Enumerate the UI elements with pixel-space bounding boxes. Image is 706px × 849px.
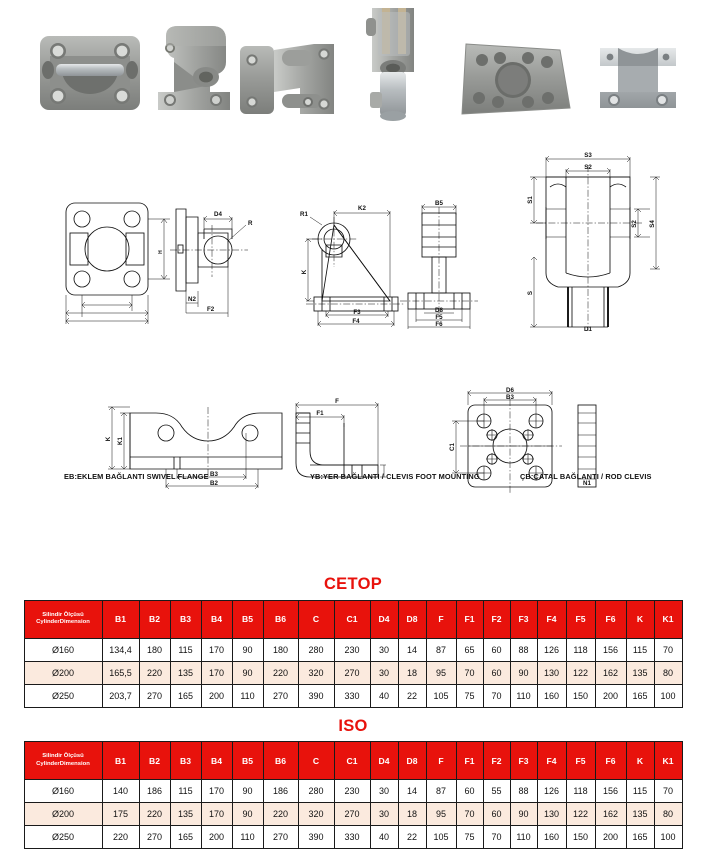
column-header-f1: F1 [456,742,483,780]
cb-caption: ÇB:ÇATAL BAĞLANTI / ROD CLEVIS [520,472,652,481]
hinged-bracket-photo [238,40,338,118]
cell-d4: 30 [370,638,398,661]
cell-f: 87 [426,780,456,803]
cell-k: 165 [626,826,654,849]
column-header-d4: D4 [370,600,398,638]
cell-b2: 220 [139,661,170,684]
column-header-b5: B5 [232,742,263,780]
column-header-c1: C1 [334,742,370,780]
cell-d4: 40 [370,684,398,707]
table-header-row [24,742,682,780]
cell-d8: 18 [398,803,426,826]
cell-b6: 270 [263,826,298,849]
cell-f6: 200 [595,684,626,707]
column-header-f4: F4 [537,600,566,638]
column-header-f2: F2 [483,600,510,638]
cell-f6: 162 [595,803,626,826]
column-header-b6: B6 [263,742,298,780]
eb-label-n2: N2 [188,296,196,303]
fb-flange-mounting-drawing [444,383,609,493]
cell-f4: 160 [537,826,566,849]
cell-b6: 220 [263,803,298,826]
eb-caption: EB:EKLEM BAĞLANTI SWIVEL FLANGE [64,472,209,481]
column-header-b5: B5 [232,600,263,638]
table-title-cetop: CETOP [323,575,383,593]
yb-clevis-foot-drawing [292,197,492,329]
ab-foot-mounting-drawing [96,393,386,491]
ab-label-b2: B2 [210,480,218,487]
cell-c1: 270 [334,661,370,684]
cell-c: 280 [298,780,334,803]
cell-b3: 165 [170,684,201,707]
column-header-d8: D8 [398,600,426,638]
cell-cylinder-size: Ø200 [24,661,102,684]
cell-k: 135 [626,661,654,684]
column-header-f3: F3 [510,600,537,638]
cell-f: 105 [426,684,456,707]
header-line-tr: Silindir Ölçüsü [42,611,84,618]
column-header-cylinder-dimension [24,600,102,638]
column-header-b1: B1 [102,742,139,780]
yb-label-f5: F5 [435,314,443,321]
cell-k1: 80 [654,661,682,684]
table-header-row [24,600,682,638]
cell-b1: 220 [102,826,139,849]
cell-d8: 14 [398,780,426,803]
cell-c: 320 [298,661,334,684]
cell-k1: 100 [654,684,682,707]
cb-label-s2-right: S2 [631,220,638,228]
column-header-f: F [426,742,456,780]
flange-plate-photo [452,40,574,118]
cell-f1: 65 [456,638,483,661]
cell-b6: 220 [263,661,298,684]
cell-c: 390 [298,684,334,707]
cell-f1: 75 [456,684,483,707]
cell-b2: 270 [139,684,170,707]
header-line-en: CylinderDimension [36,760,90,767]
table-row [24,803,682,826]
cell-f4: 130 [537,661,566,684]
column-header-k: K [626,600,654,638]
table-row [24,684,682,707]
cell-f2: 55 [483,780,510,803]
cell-f3: 110 [510,684,537,707]
column-header-f3: F3 [510,742,537,780]
cell-d8: 22 [398,826,426,849]
cell-k1: 100 [654,826,682,849]
cell-c: 390 [298,826,334,849]
cell-c1: 230 [334,780,370,803]
foot-bracket-photo [596,46,680,112]
cb-rod-clevis-drawing [510,147,675,332]
cell-b6: 270 [263,684,298,707]
cell-b4: 170 [201,780,232,803]
cb-label-s: S [527,290,534,296]
cell-b4: 200 [201,684,232,707]
cb-label-s4: S4 [649,220,656,228]
cell-f3: 88 [510,638,537,661]
cell-b3: 135 [170,803,201,826]
cell-c1: 330 [334,684,370,707]
cell-f1: 75 [456,826,483,849]
fb-label-b3: B3 [506,394,514,401]
cell-cylinder-size: Ø250 [24,826,102,849]
column-header-c1: C1 [334,600,370,638]
eb-label-d4: D4 [214,211,222,218]
cb-label-d1: D1 [584,326,592,333]
cell-b1: 165,5 [102,661,139,684]
dimension-table-cetop [24,600,683,708]
cell-b5: 90 [232,780,263,803]
cell-c1: 330 [334,826,370,849]
cell-f6: 200 [595,826,626,849]
cell-f: 95 [426,661,456,684]
cell-b5: 90 [232,661,263,684]
cell-b4: 170 [201,638,232,661]
cell-f6: 156 [595,638,626,661]
cell-d8: 14 [398,638,426,661]
cell-f4: 130 [537,803,566,826]
eb-label-h: H [158,250,164,254]
cell-b1: 175 [102,803,139,826]
eb-label-r: R [248,220,253,227]
cell-f: 95 [426,803,456,826]
cell-b5: 110 [232,684,263,707]
column-header-b4: B4 [201,600,232,638]
cell-d4: 30 [370,780,398,803]
column-header-d8: D8 [398,742,426,780]
cell-c1: 270 [334,803,370,826]
cell-f3: 110 [510,826,537,849]
column-header-c: C [298,742,334,780]
yb-label-k2: K2 [358,205,366,212]
yb-label-d8: D8 [435,307,443,314]
cell-b6: 186 [263,780,298,803]
yb-label-r1: R1 [300,211,308,218]
cell-f1: 70 [456,661,483,684]
cell-b3: 135 [170,661,201,684]
cell-k1: 70 [654,780,682,803]
column-header-f: F [426,600,456,638]
fb-label-c1: C1 [449,443,456,451]
column-header-k1: K1 [654,600,682,638]
column-header-b6: B6 [263,600,298,638]
cell-b4: 170 [201,803,232,826]
column-header-b4: B4 [201,742,232,780]
cell-f5: 122 [566,661,595,684]
cell-b3: 165 [170,826,201,849]
table-row [24,780,682,803]
cell-f: 87 [426,638,456,661]
cell-d8: 18 [398,661,426,684]
cell-d4: 30 [370,803,398,826]
cell-f1: 60 [456,780,483,803]
cell-f4: 126 [537,638,566,661]
cell-b2: 220 [139,803,170,826]
cb-label-s2-top: S2 [584,164,592,171]
cell-b3: 115 [170,638,201,661]
dimension-table-iso [24,741,683,849]
cell-b6: 180 [263,638,298,661]
yb-label-b5: B5 [435,200,443,207]
yb-label-f3: F3 [353,309,361,316]
cell-b2: 270 [139,826,170,849]
cell-k: 135 [626,803,654,826]
yb-label-k: K [301,269,308,275]
cell-f2: 70 [483,826,510,849]
column-header-f4: F4 [537,742,566,780]
product-photo-strip [0,0,706,135]
cell-f3: 88 [510,780,537,803]
table-row [24,638,682,661]
column-header-k1: K1 [654,742,682,780]
cell-f1: 70 [456,803,483,826]
cell-c1: 230 [334,638,370,661]
ab-label-f: F [335,398,339,405]
column-header-cylinder-dimension [24,742,102,780]
column-header-f6: F6 [595,742,626,780]
cell-k: 165 [626,684,654,707]
column-header-f1: F1 [456,600,483,638]
cell-d8: 22 [398,684,426,707]
column-header-b3: B3 [170,742,201,780]
cell-c: 320 [298,803,334,826]
cell-f6: 162 [595,661,626,684]
cell-b1: 203,7 [102,684,139,707]
table-title-iso: ISO [338,716,368,735]
clevis-foot-mount-photo [148,22,240,114]
cell-f2: 60 [483,638,510,661]
column-header-c: C [298,600,334,638]
cb-label-s3: S3 [584,152,592,159]
cell-f4: 126 [537,780,566,803]
column-header-f6: F6 [595,600,626,638]
column-header-f5: F5 [566,600,595,638]
header-line-en: CylinderDimension [36,619,90,625]
cell-b1: 134,4 [102,638,139,661]
column-header-f5: F5 [566,742,595,780]
fb-label-d6: D6 [506,387,514,394]
cell-f6: 156 [595,780,626,803]
cell-f5: 122 [566,803,595,826]
ab-label-b3: B3 [210,471,218,478]
cell-f5: 150 [566,826,595,849]
column-header-b2: B2 [139,600,170,638]
table-row [24,661,682,684]
column-header-f2: F2 [483,742,510,780]
table-row [24,826,682,849]
cell-k1: 80 [654,803,682,826]
ab-label-f1: F1 [316,410,324,417]
cell-f5: 118 [566,638,595,661]
column-header-b3: B3 [170,600,201,638]
column-header-b1: B1 [102,600,139,638]
cell-b2: 186 [139,780,170,803]
cell-f2: 70 [483,684,510,707]
fb-label-n1: N1 [583,480,591,487]
cell-c: 280 [298,638,334,661]
cell-k: 115 [626,780,654,803]
cell-k1: 70 [654,638,682,661]
swivel-flange-eb-photo [34,34,146,112]
cb-label-s1: S1 [527,196,534,204]
cell-b2: 180 [139,638,170,661]
yb-caption: YB:YER BAĞLANTI / CLEVIS FOOT MOUNTING [310,472,480,481]
cell-f2: 60 [483,661,510,684]
cell-cylinder-size: Ø250 [24,684,102,707]
column-header-k: K [626,742,654,780]
rod-clevis-photo [362,6,424,124]
yb-label-f4: F4 [352,318,360,325]
eb-swivel-flange-drawing [52,195,257,330]
ab-label-k1: K1 [117,437,124,445]
cell-f: 105 [426,826,456,849]
column-header-b2: B2 [139,742,170,780]
cell-b1: 140 [102,780,139,803]
cell-f5: 118 [566,780,595,803]
cell-b5: 110 [232,826,263,849]
header-line-tr: Silindir Ölçüsü [42,753,84,760]
cell-cylinder-size: Ø160 [24,780,102,803]
eb-label-f2: F2 [207,306,215,313]
cell-cylinder-size: Ø200 [24,803,102,826]
cell-f3: 90 [510,803,537,826]
cell-b4: 200 [201,826,232,849]
cell-b3: 115 [170,780,201,803]
dimension-tables-section [0,576,706,849]
ab-label-k: K [105,436,112,442]
cell-cylinder-size: Ø160 [24,638,102,661]
cell-b4: 170 [201,661,232,684]
cell-k: 115 [626,638,654,661]
cell-b5: 90 [232,803,263,826]
cell-f2: 60 [483,803,510,826]
column-header-d4: D4 [370,742,398,780]
cell-f5: 150 [566,684,595,707]
cell-f3: 90 [510,661,537,684]
yb-label-f6: F6 [435,321,443,328]
technical-drawings-section [0,135,706,570]
cell-b5: 90 [232,638,263,661]
cell-d4: 30 [370,661,398,684]
cell-d4: 40 [370,826,398,849]
cell-f4: 160 [537,684,566,707]
